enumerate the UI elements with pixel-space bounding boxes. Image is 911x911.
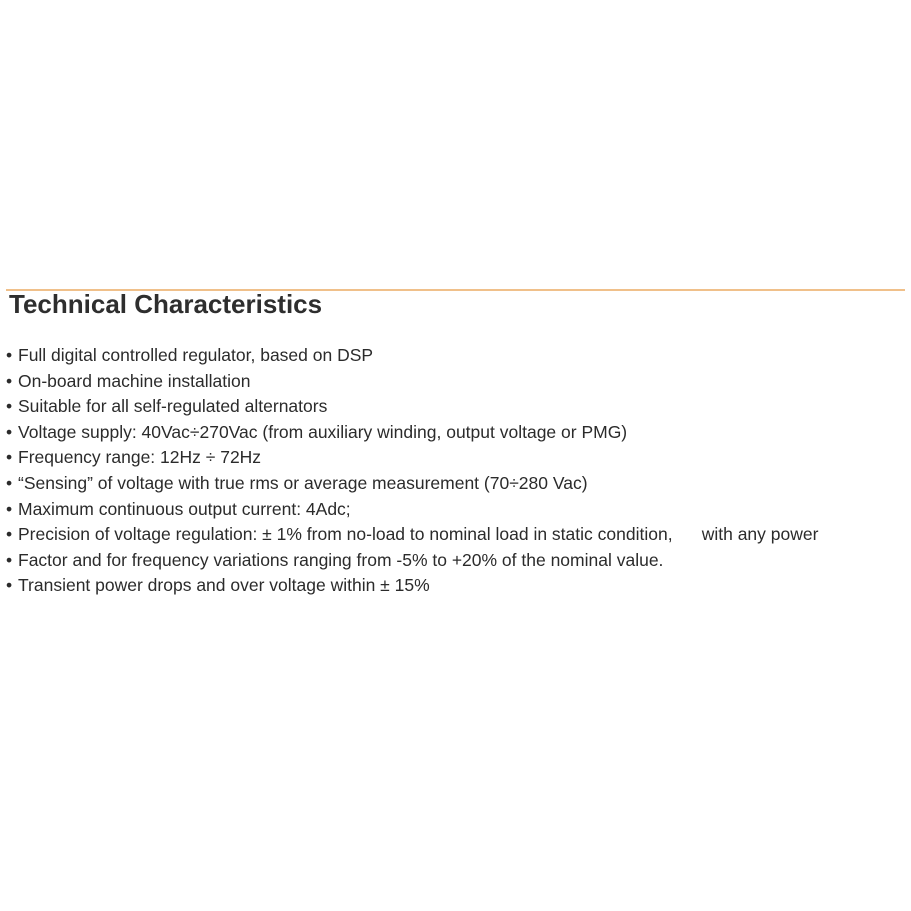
list-item xyxy=(6,420,818,446)
bullet-icon: • xyxy=(6,396,13,417)
list-item xyxy=(6,394,818,420)
list-item-text: “Sensing” of voltage with true rms or average measurement (70÷280 Vac) xyxy=(18,472,588,493)
bullet-icon: • xyxy=(6,472,13,493)
bullet-icon: • xyxy=(6,498,13,519)
list-item xyxy=(6,497,818,523)
bullet-icon: • xyxy=(6,575,13,596)
list-item xyxy=(6,369,818,395)
characteristics-list xyxy=(6,343,818,599)
list-item xyxy=(6,522,818,548)
list-item xyxy=(6,445,818,471)
section-title: Technical Characteristics xyxy=(9,289,323,319)
list-item-text: Transient power drops and over voltage within ± 15% xyxy=(18,575,430,596)
list-item-text: Full digital controlled regulator, based on DSP xyxy=(18,345,374,365)
list-item-text: Precision of voltage regulation: ± 1% from no-load to nominal load in static condition, with any power xyxy=(18,524,819,545)
list-item-text: Suitable for all self-regulated alternators xyxy=(18,396,328,417)
bullet-icon: • xyxy=(6,421,13,442)
list-item xyxy=(6,548,818,574)
list-item xyxy=(6,573,818,599)
bullet-icon: • xyxy=(6,345,13,365)
bullet-icon: • xyxy=(6,524,13,545)
list-item-text: Frequency range: 12Hz ÷ 72Hz xyxy=(18,447,262,468)
bullet-icon: • xyxy=(6,447,13,468)
bullet-icon: • xyxy=(6,549,13,570)
bullet-icon: • xyxy=(6,370,13,391)
list-item-text: On-board machine installation xyxy=(18,370,251,391)
list-item xyxy=(6,471,818,497)
list-item-text: Factor and for frequency variations ranging from -5% to +20% of the nominal value. xyxy=(18,549,664,570)
list-item-text: Voltage supply: 40Vac÷270Vac (from auxiliary winding, output voltage or PMG) xyxy=(18,421,628,442)
list-item-text: Maximum continuous output current: 4Adc; xyxy=(18,498,351,519)
list-item xyxy=(6,343,818,369)
